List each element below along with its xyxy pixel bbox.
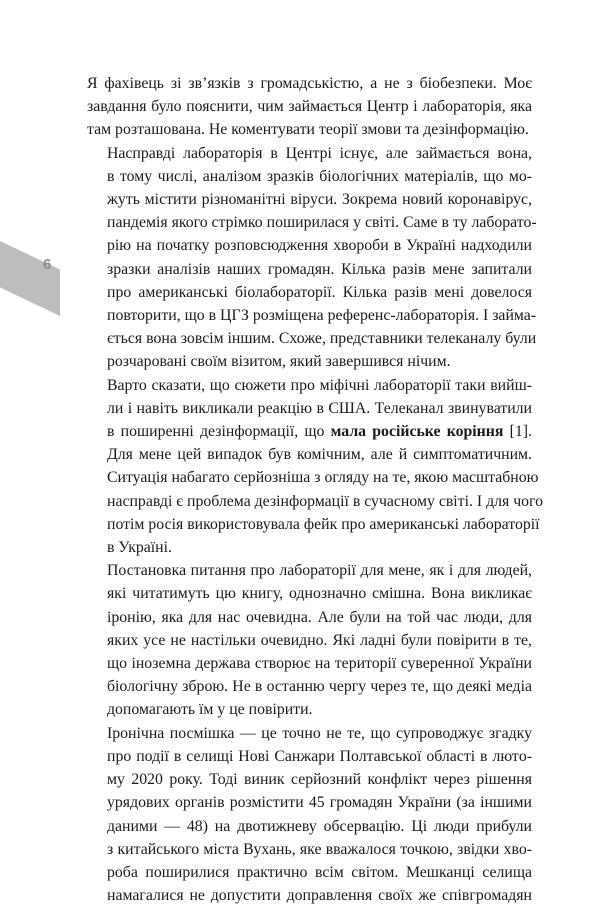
text-line: ли і навіть викликали реакцію в США. Телеканал звинуватили <box>107 399 532 417</box>
page-body <box>87 72 544 907</box>
page-number: 6 <box>43 256 52 273</box>
text-line: допомагають їм у це повірити. <box>107 701 313 719</box>
text-line: Я фахівець зі зв’язків з громадськістю, а не з біобезпеки. Моє <box>87 75 532 92</box>
text-line: Постановка питання про лабораторії для мене, як і для людей, <box>107 562 532 580</box>
text-line: завдання було пояснити, чим займається Центр і лабораторія, яка <box>87 98 532 116</box>
text-line: з китайського міста Вухань, яке вважалося точкою, звідки хво- <box>107 840 532 858</box>
text-line: Ситуація набагато серйозніша з огляду на те, якою масштабною <box>107 469 539 487</box>
text-line: Варто сказати, що сюжети про міфічні лабораторії таки вийш- <box>107 376 532 394</box>
text-line: потім росія використовувала фейк про американські лабораторії <box>107 515 540 533</box>
text-line: Насправді лабораторія в Центрі існує, але займається вона, <box>107 144 532 162</box>
text-line: розчаровані своїм візитом, який завершився нічим. <box>107 353 451 371</box>
text-line-with-emphasis <box>87 420 532 443</box>
text-line: біологічну зброю. Не в останню чергу через те, що деякі медіа <box>107 678 532 696</box>
text-line: ється вона зовсім іншим. Схоже, представники телеканалу були <box>107 330 537 348</box>
text-line: повторити, що в ЦГЗ розміщена референс-лабораторія. І займа- <box>107 307 537 325</box>
text-line: жуть містити різноманітні віруси. Зокрема новий коронавірус, <box>107 191 532 209</box>
text-line: насправді є проблема дезінформації в сучасному світі. І для чого <box>107 492 544 510</box>
text-line: яких усе не настільки очевидно. Які ладні були повірити в те, <box>107 631 532 649</box>
paragraph-3 <box>87 374 544 560</box>
text-line: роба поширилися практично всім світом. Мешканці селища <box>107 863 532 881</box>
text-line: пандемія якого стрімко поширилася у світі. Саме в ту лаборато- <box>107 214 537 232</box>
text-line: що іноземна держава створює на території суверенної України <box>107 655 532 673</box>
text-line: урядових органів розмістити 45 громадян України (за іншими <box>107 794 532 812</box>
emphasized-phrase: мала російське коріння <box>330 423 504 441</box>
text-line: му 2020 року. Тоді виник серйозний конфлікт через рішення <box>107 771 532 789</box>
paragraph-5 <box>87 722 532 907</box>
citation-reference: [1]. <box>503 423 532 441</box>
paragraph-1 <box>87 72 532 142</box>
text-line: Для мене цей випадок був комічним, але й симптоматичним. <box>107 446 532 464</box>
paragraph-4 <box>87 559 532 721</box>
text-line: там розташована. Не коментувати теорії змови та дезінформацію. <box>87 121 529 139</box>
text-line: намагалися не допустити доправлення своїх же співгромадян <box>107 887 532 905</box>
text-line: Іронічна посмішка — це точно не те, що супроводжує згадку <box>107 724 532 742</box>
text-line: які читатимуть цю книгу, однозначно смішна. Вона викликає <box>107 585 532 603</box>
paragraph-2 <box>87 142 537 374</box>
text-line: про американські біолабораторії. Кілька разів мені довелося <box>107 283 532 301</box>
text-line: іронію, яка для нас очевидна. Але були на той час люди, для <box>107 608 532 626</box>
text-line: зразки аналізів наших громадян. Кілька разів мене запитали <box>107 260 532 278</box>
text-fragment: в поширенні дезінформації, що <box>107 423 331 441</box>
text-line: про події в селищі Нові Санжари Полтавської області в лютo- <box>107 747 532 765</box>
chapter-tab-marker <box>0 241 60 316</box>
text-line: в Україні. <box>107 539 172 557</box>
text-line: даними — 48) на двотижневу обсервацію. Ці люди прибули <box>107 817 532 835</box>
text-line: в тому числі, аналізом зразків біологічних матеріалів, що мо- <box>107 167 532 185</box>
text-line: рію на початку розповсюдження хвороби в Україні надходили <box>107 237 532 255</box>
